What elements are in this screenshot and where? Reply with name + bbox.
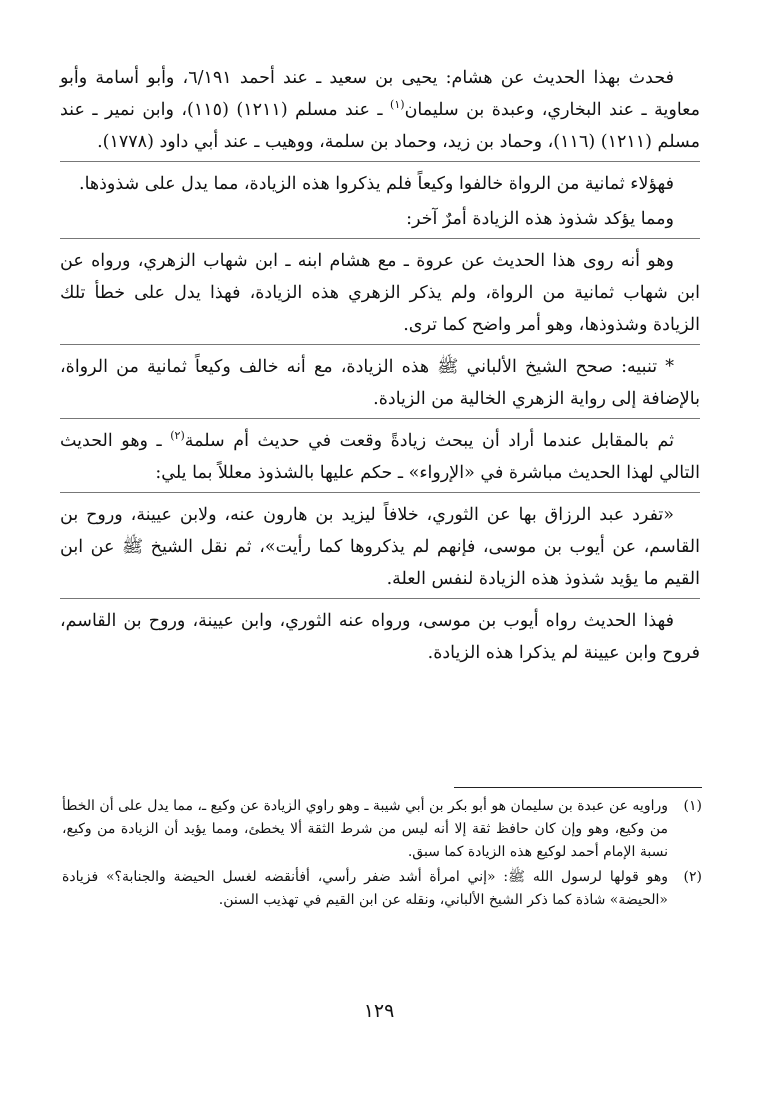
paragraph-3: ومما يؤكد شذوذ هذه الزيادة أمرٌ آخر: <box>60 203 700 239</box>
paragraph-8: فهذا الحديث رواه أيوب بن موسى، ورواه عنه الثوري، وابن عيينة، وروح بن القاسم، فروح وابن عيينة لم يذكرا هذه الزيادة. <box>60 611 700 663</box>
paragraph-6-text: ثم بالمقابل عندما أراد أن يبحث زيادةً وقعت في حديث أم سلمة <box>184 431 674 451</box>
quote-paragraph: «تفرد عبد الرزاق بها عن الثوري، خلافاً ليزيد بن هارون عنه، ولابن عيينة، وروح بن القاسم، عن أيوب بن موسى، فإنهم لم يذكروها كما رأيت»، ثم نقل الشيخ ﷺ عن ابن القيم ما يؤيد شذوذ هذه الزيادة لنفس العلة. <box>60 499 700 599</box>
note-paragraph: * تنبيه: صحح الشيخ الألباني ﷺ هذه الزيادة، مع أنه خالف وكيعاً ثمانية من الرواة، بالإضافة إلى رواية الزهري الخالية من الزيادة. <box>60 351 700 419</box>
paragraph-1-text: فحدث بهذا الحديث عن هشام: يحيى بن سعيد ـ عند أحمد ٦/١٩١، وأبو أسامة وأبو معاوية ـ عند البخاري، وعبدة بن سليمان <box>60 68 700 120</box>
footnote-number: (١) <box>683 798 702 814</box>
paragraph-2: فهؤلاء ثمانية من الرواة خالفوا وكيعاً فلم يذكروا هذه الزيادة، مما يدل على شذوذها. <box>79 174 674 194</box>
footnote-ref-1[interactable]: (١) <box>390 98 405 112</box>
footnote-1 <box>62 795 702 864</box>
footnote-2 <box>62 866 702 912</box>
paragraph-1-tail: ـ عند مسلم (١٢١١) (١١٥)، وابن نمير ـ عند مسلم (١٢١١) (١١٦)، وحماد بن زيد، وحماد بن سلمة، ووهيب ـ عند أبي داود (١٧٧٨). <box>60 100 700 152</box>
main-text <box>60 62 700 669</box>
footnote-ref-2[interactable]: (٢) <box>170 429 185 443</box>
paragraph-6-tail: ـ وهو الحديث التالي لهذا الحديث مباشرة في «الإرواء» ـ حكم عليها بالشذوذ معللاً بما يلي: <box>60 431 700 483</box>
footnote-number: (٢) <box>683 869 702 885</box>
paragraph-4: وهو أنه روى هذا الحديث عن عروة ـ مع هشام ابنه ـ ابن شهاب الزهري، ورواه عن ابن شهاب ثمانية من الرواة، ولم يذكر الزهري هذه الزيادة، فهذا يدل على خطأ تلك الزيادة وشذوذها، وهو أمر واضح كما ترى. <box>60 245 700 345</box>
footnote-text: وراويه عن عبدة بن سليمان هو أبو بكر بن أبي شيبة ـ وهو راوي الزيادة عن وكيع ـ، مما يدل على أن الخطأ من وكيع، وهو وإن كان حافظ ثقة إلا أنه ليس من شرط الثقة ألا يخطئ، ومما يؤيد أن الزيادة من وكيع، نسبة الإمام أحمد لوكيع هذه الزيادة كما سبق. <box>62 798 668 860</box>
footnotes <box>62 795 702 914</box>
footnote-separator <box>454 787 702 788</box>
paragraph-1 <box>60 62 700 162</box>
footnote-text: وهو قولها لرسول الله ﷺ: «إني امرأة أشد ضفر رأسي، أفأنقضه لغسل الحيضة والجنابة؟» فزيادة «الحيضة» شاذة كما ذكر الشيخ الألباني، ونقله عن ابن القيم في تهذيب السنن. <box>62 869 668 908</box>
page-number: ١٢٩ <box>363 1000 395 1022</box>
page-body <box>60 62 700 672</box>
paragraph-6 <box>60 425 700 493</box>
